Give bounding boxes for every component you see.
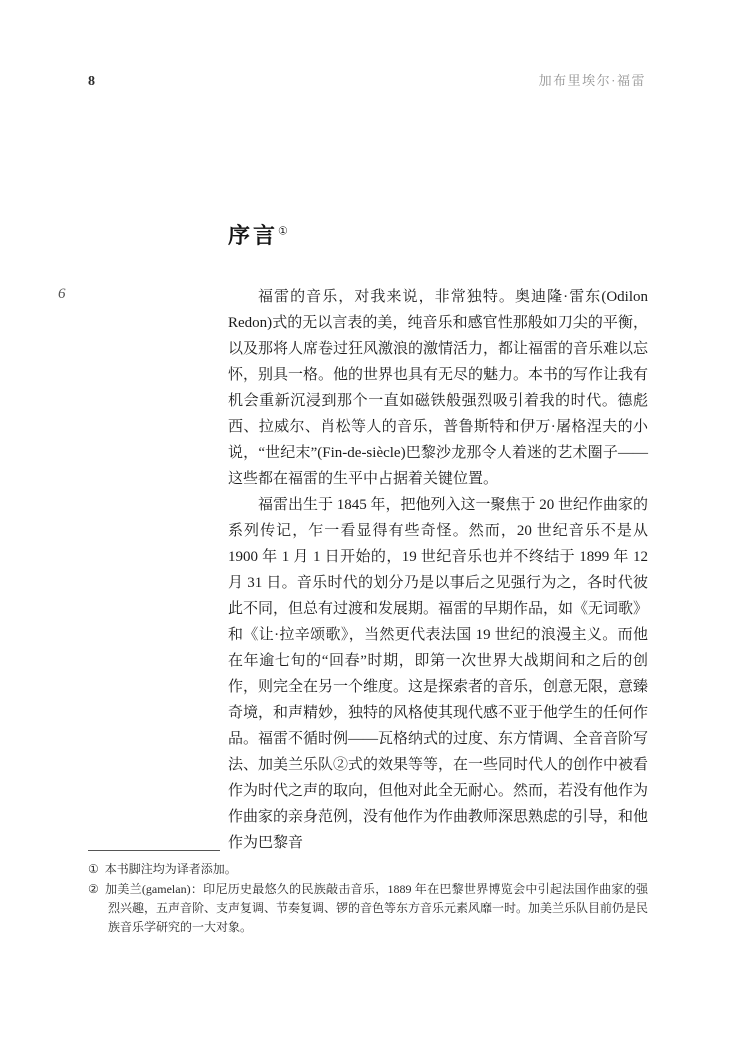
page-number: 8 xyxy=(88,74,95,89)
chapter-title-text: 序言 xyxy=(228,222,279,248)
chapter-title xyxy=(228,219,288,250)
title-footnote-marker: ① xyxy=(278,225,288,238)
footnotes xyxy=(88,850,648,938)
footnote-marker: ① xyxy=(88,862,99,876)
footnote-text: 本书脚注均为译者添加。 xyxy=(104,862,237,876)
footnote-item xyxy=(88,860,648,879)
paragraph: 福雷出生于 1845 年，把他列入这一聚焦于 20 世纪作曲家的系列传记，乍一看显得有些奇怪。然而，20 世纪音乐不是从 1900 年 1 月 1 日开始的，19 世纪音乐也并不终结于 1899 年 12 月 31 日。音乐时代的划分乃是以事后之见强行为之，各时代彼此不同，但总有过渡和发展期。福雷的早期作品，如《无词歌》和《让·拉辛颂歌》，当然更代表法国 19 世纪的浪漫主义。而他在年逾七旬的“回春”时期，即第一次世界大战期间和之后的创作，则完全在另一个维度。这是探索者的音乐，创意无限，意臻奇境，和声精妙，独特的风格使其现代感不亚于他学生的任何作品。福雷不循时例——瓦格纳式的过度、东方情调、全音音阶写法、加美兰乐队②式的效果等等，在一些同时代人的创作中被看作为时代之声的取向，但他对此全无耐心。然而，若没有他作为作曲家的亲身范例，没有他作为作曲教师深思熟虑的引导，和他作为巴黎音 xyxy=(228,497,649,851)
footnote-divider xyxy=(88,850,220,851)
footnote-item xyxy=(88,880,648,937)
paragraph: 福雷的音乐，对我来说，非常独特。奥迪隆·雷东(Odilon Redon)式的无以言表的美，纯音乐和感官性那般如刀尖的平衡，以及那将人席卷过狂风激浪的激情活力，都让福雷的音乐难以忘怀，别具一格。他的世界也具有无尽的魅力。本书的写作让我有机会重新沉浸到那个一直如磁铁般强烈吸引着我的时代。德彪西、拉威尔、肖松等人的音乐，普鲁斯特和伊万·屠格涅夫的小说，“世纪末”(Fin-de-siècle)巴黎沙龙那令人着迷的艺术圈子——这些都在福雷的生平中占据着关键位置。 xyxy=(228,289,649,487)
margin-page-number: 6 xyxy=(58,286,66,302)
running-header: 加布里埃尔·福雷 xyxy=(538,73,646,88)
page-header xyxy=(88,70,646,90)
footnote-marker: ② xyxy=(88,882,100,896)
body-text xyxy=(228,284,648,856)
footnote-text: 加美兰(gamelan)：印尼历史最悠久的民族敲击音乐，1889 年在巴黎世界博览会中引起法国作曲家的强烈兴趣，五声音阶、支声复调、节奏复调、锣的音色等东方音乐元素风靡一时。加美兰乐队目前仍是民族音乐学研究的一大对象。 xyxy=(105,882,649,934)
